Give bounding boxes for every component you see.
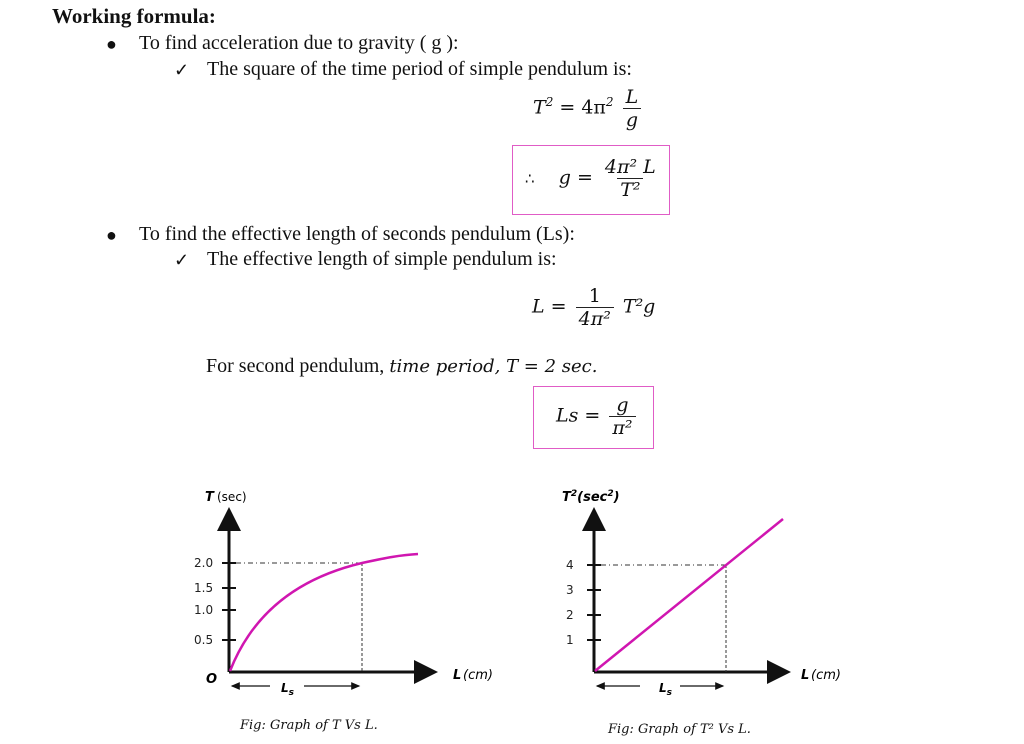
equation-t-squared: $T^2 = 4\pi^2$ $\frac{L}{g}$ [533,86,644,131]
svg-text:1: 1 [566,633,574,647]
chart-t-squared-vs-l [540,480,880,744]
figure-caption-t-vs-l: Fig: Graph of T Vs L. [240,718,378,733]
svg-text:Ls: $L_s$ [659,681,673,698]
y-axis-label-symbol: T [205,490,214,505]
equation-g: ∴ g = $\frac{\text{4π² L}}{\text{T²}}$ [525,156,656,201]
svg-text:T2(sec2): $T^2(\sec^2)$ [562,489,620,505]
bullet-icon: ● [106,34,117,54]
svg-text:O: O [206,672,218,687]
bullet-text-effective-length: To find the effective length of seconds pendulum (Ls): [139,223,575,245]
svg-text:0.5: 0.5 [194,633,214,647]
svg-text:(sec): (sec) [217,490,247,504]
fraction: $\frac{L}{g}$ [623,86,642,131]
svg-text:3: 3 [566,583,574,597]
highlight-box-g [512,145,670,215]
svg-text:1.5: 1.5 [194,581,214,595]
chart-t-vs-l [180,480,520,744]
svg-text:4: 4 [566,558,574,572]
bullet-text-gravity: To find acceleration due to gravity ( g ): [139,32,459,54]
bullet-icon: ● [106,225,117,245]
check-text-time-period: The square of the time period of simple pendulum is: [207,58,632,80]
equation-length: L = $\frac{1}{\text{4π²}}$ T²g [532,285,656,330]
svg-text:Ls: $L_s$ [281,681,295,698]
checkmark-icon: ✓ [174,250,190,270]
svg-text:1.0: 1.0 [194,603,214,617]
section-heading: Working formula: [52,4,216,28]
check-text-effective-length: The effective length of simple pendulum is: [207,248,557,270]
svg-text:(cm): (cm) [463,668,493,683]
checkmark-icon: ✓ [174,60,190,80]
svg-text:2: 2 [566,608,574,622]
svg-text:2.0: 2.0 [194,556,214,570]
svg-text:L: L [801,668,810,683]
svg-text:(cm): (cm) [811,668,841,683]
svg-text:L: L [453,668,462,683]
second-pendulum-note: For second pendulum, time period, T = 2 sec. [206,355,598,377]
highlight-box-ls [533,386,654,449]
figure-caption-t-squared-vs-l: Fig: Graph of T² Vs L. [608,722,751,737]
equation-ls: Ls = $\frac{g}{\text{π²}}$ [556,394,639,439]
